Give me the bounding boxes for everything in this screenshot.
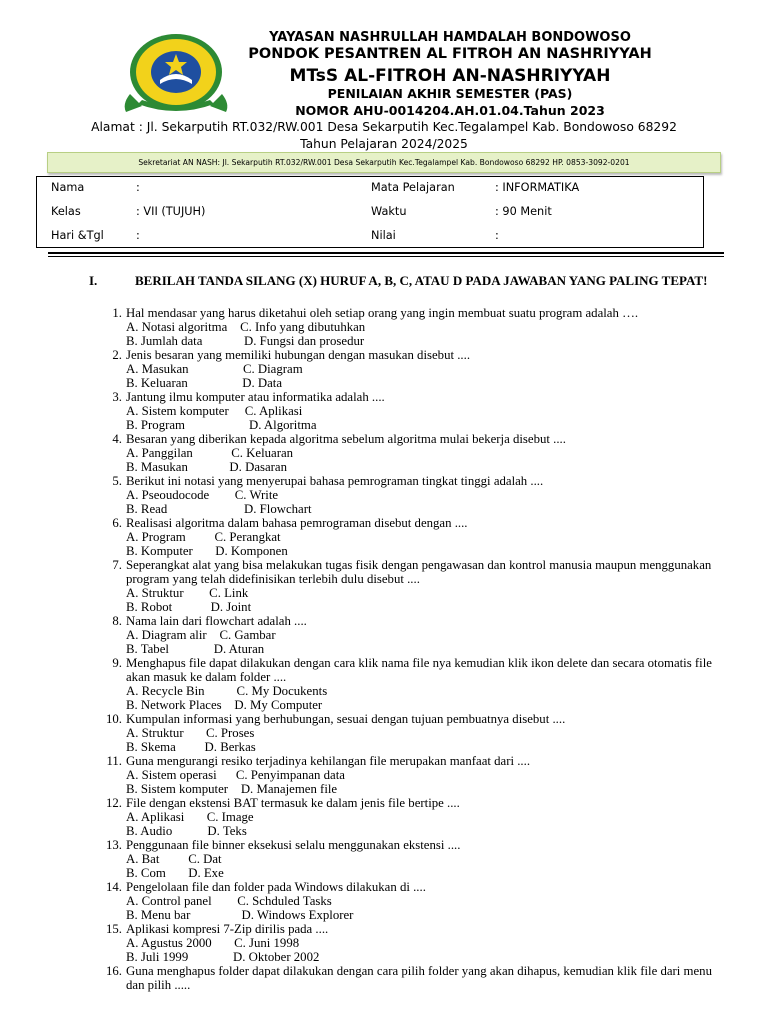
answer-options-row-1[interactable]: A. Agustus 2000 C. Juni 1998 bbox=[126, 936, 300, 950]
question-number: 5. bbox=[112, 474, 122, 488]
answer-options-row-1[interactable]: A. Notasi algoritma C. Info yang dibutuhkan bbox=[126, 320, 366, 334]
answer-options-row-2[interactable]: B. Program D. Algoritma bbox=[126, 418, 317, 432]
score-label: Nilai bbox=[371, 229, 396, 242]
answer-options-row-2[interactable]: B. Sistem komputer D. Manajemen file bbox=[126, 782, 338, 796]
question-item bbox=[0, 614, 768, 656]
question-number: 12. bbox=[106, 796, 122, 810]
question-item bbox=[0, 390, 768, 432]
answer-options-row-2[interactable]: B. Com D. Exe bbox=[126, 866, 224, 880]
answer-options-row-1[interactable]: A. Diagram alir C. Gambar bbox=[126, 628, 276, 642]
answer-options-row-1[interactable]: A. Panggilan C. Keluaran bbox=[126, 446, 294, 460]
time-value: : 90 Menit bbox=[495, 205, 552, 218]
question-number: 9. bbox=[112, 656, 122, 670]
question-text: Besaran yang diberikan kepada algoritma sebelum algoritma mulai bekerja disebut .... bbox=[126, 432, 566, 446]
answer-options-row-1[interactable]: A. Sistem operasi C. Penyimpanan data bbox=[126, 768, 345, 782]
question-text: Kumpulan informasi yang berhubungan, sesuai dengan tujuan pembuatnya disebut .... bbox=[126, 712, 566, 726]
exam-title: PENILAIAN AKHIR SEMESTER (PAS) bbox=[327, 86, 573, 101]
question-text: Aplikasi kompresi 7-Zip dirilis pada .... bbox=[126, 922, 329, 936]
question-item bbox=[0, 754, 768, 796]
question-number: 1. bbox=[112, 306, 122, 320]
subject-label: Mata Pelajaran bbox=[371, 181, 455, 194]
question-number: 4. bbox=[112, 432, 122, 446]
question-number: 6. bbox=[112, 516, 122, 530]
answer-options-row-2[interactable]: B. Audio D. Teks bbox=[126, 824, 247, 838]
question-text: Seperangkat alat yang bisa melakukan tugas fisik dengan pengawasan dan kontrol manusia maupun menggunakan program yang telah didefinisikan terlebih dulu disebut .... bbox=[126, 558, 712, 586]
header-divider-thin bbox=[48, 256, 724, 257]
subject-value: : INFORMATIKA bbox=[495, 181, 580, 194]
question-list bbox=[0, 306, 768, 992]
answer-options-row-2[interactable]: B. Menu bar D. Windows Explorer bbox=[126, 908, 354, 922]
question-number: 3. bbox=[112, 390, 122, 404]
secretariat-bar: Sekretariat AN NASH: Jl. Sekarputih RT.032/RW.001 Desa Sekarputih Kec.Tegalampel Kab. Bondowoso 68292 HP. 0853-3092-0201 bbox=[47, 152, 721, 173]
answer-options-row-2[interactable]: B. Read D. Flowchart bbox=[126, 502, 312, 516]
answer-options-row-1[interactable]: A. Recycle Bin C. My Docukents bbox=[126, 684, 328, 698]
question-item bbox=[0, 656, 768, 712]
answer-options-row-2[interactable]: B. Masukan D. Dasaran bbox=[126, 460, 287, 474]
question-number: 8. bbox=[112, 614, 122, 628]
answer-options-row-2[interactable]: B. Komputer D. Komponen bbox=[126, 544, 288, 558]
school-name: MTsS AL-FITROH AN-NASHRIYYAH bbox=[289, 66, 611, 86]
question-text: Nama lain dari flowchart adalah .... bbox=[126, 614, 307, 628]
question-number: 10. bbox=[106, 712, 122, 726]
answer-options-row-1[interactable]: A. Masukan C. Diagram bbox=[126, 362, 303, 376]
question-number: 16. bbox=[106, 964, 122, 978]
time-label: Waktu bbox=[371, 205, 407, 218]
student-identity-box bbox=[36, 176, 704, 248]
class-label: Kelas bbox=[51, 205, 81, 218]
section-instruction: BERILAH TANDA SILANG (X) HURUF A, B, C, ATAU D PADA JAWABAN YANG PALING TEPAT! bbox=[135, 273, 708, 288]
question-text: Jenis besaran yang memiliki hubungan dengan masukan disebut .... bbox=[126, 348, 471, 362]
header-divider-thick bbox=[48, 252, 724, 254]
answer-options-row-2[interactable]: B. Juli 1999 D. Oktober 2002 bbox=[126, 950, 320, 964]
question-item bbox=[0, 474, 768, 516]
answer-options-row-1[interactable]: A. Struktur C. Proses bbox=[126, 726, 255, 740]
answer-options-row-2[interactable]: B. Network Places D. My Computer bbox=[126, 698, 323, 712]
question-item bbox=[0, 796, 768, 838]
answer-options-row-1[interactable]: A. Control panel C. Schduled Tasks bbox=[126, 894, 332, 908]
answer-options-row-1[interactable]: A. Aplikasi C. Image bbox=[126, 810, 254, 824]
question-number: 11. bbox=[106, 754, 122, 768]
question-item bbox=[0, 880, 768, 922]
question-item bbox=[0, 516, 768, 558]
academic-year: Tahun Pelajaran 2024/2025 bbox=[300, 137, 468, 151]
registration-number: NOMOR AHU-0014204.AH.01.04.Tahun 2023 bbox=[295, 103, 605, 118]
pesantren-name: PONDOK PESANTREN AL FITROH AN NASHRIYYAH bbox=[248, 46, 652, 62]
question-item bbox=[0, 306, 768, 348]
question-text: File dengan ekstensi BAT termasuk ke dalam jenis file bertipe .... bbox=[126, 796, 460, 810]
question-item bbox=[0, 432, 768, 474]
question-item bbox=[0, 712, 768, 754]
question-number: 14. bbox=[106, 880, 122, 894]
name-label: Nama bbox=[51, 181, 85, 194]
question-item bbox=[0, 558, 768, 614]
question-item bbox=[0, 922, 768, 964]
answer-options-row-1[interactable]: A. Bat C. Dat bbox=[126, 852, 222, 866]
answer-options-row-2[interactable]: B. Tabel D. Aturan bbox=[126, 642, 265, 656]
answer-options-row-2[interactable]: B. Keluaran D. Data bbox=[126, 376, 283, 390]
name-value[interactable]: : bbox=[136, 181, 140, 194]
question-item bbox=[0, 838, 768, 880]
question-number: 15. bbox=[106, 922, 122, 936]
question-text: Hal mendasar yang harus diketahui oleh setiap orang yang ingin membuat suatu program adalah …. bbox=[126, 306, 639, 320]
answer-options-row-2[interactable]: B. Jumlah data D. Fungsi dan prosedur bbox=[126, 334, 365, 348]
answer-options-row-1[interactable]: A. Struktur C. Link bbox=[126, 586, 249, 600]
score-value[interactable]: : bbox=[495, 229, 499, 242]
answer-options-row-2[interactable]: B. Skema D. Berkas bbox=[126, 740, 256, 754]
question-number: 13. bbox=[106, 838, 122, 852]
question-text: Pengelolaan file dan folder pada Windows dilakukan di .... bbox=[126, 880, 426, 894]
question-text: Jantung ilmu komputer atau informatika adalah .... bbox=[126, 390, 385, 404]
question-item bbox=[0, 348, 768, 390]
section-number: I. bbox=[89, 273, 98, 288]
answer-options-row-1[interactable]: A. Pseoudocode C. Write bbox=[126, 488, 279, 502]
foundation-name: YAYASAN NASHRULLAH HAMDALAH BONDOWOSO bbox=[269, 30, 631, 45]
answer-options-row-2[interactable]: B. Robot D. Joint bbox=[126, 600, 252, 614]
question-text: Realisasi algoritma dalam bahasa pemrograman disebut dengan .... bbox=[126, 516, 468, 530]
question-number: 7. bbox=[112, 558, 122, 572]
question-text: Guna mengurangi resiko terjadinya kehilangan file merupakan manfaat dari .... bbox=[126, 754, 531, 768]
answer-options-row-1[interactable]: A. Program C. Perangkat bbox=[126, 530, 281, 544]
question-number: 2. bbox=[112, 348, 122, 362]
question-text: Berikut ini notasi yang menyerupai bahasa pemrograman tingkat tinggi adalah .... bbox=[126, 474, 544, 488]
date-value[interactable]: : bbox=[136, 229, 140, 242]
question-text: Penggunaan file binner eksekusi selalu menggunakan ekstensi .... bbox=[126, 838, 461, 852]
answer-options-row-1[interactable]: A. Sistem komputer C. Aplikasi bbox=[126, 404, 303, 418]
school-logo bbox=[120, 32, 232, 114]
question-item bbox=[0, 964, 768, 992]
question-text: Menghapus file dapat dilakukan dengan cara klik nama file nya kemudian klik ikon delete dan secara otomatis file akan masuk ke dalam folder .... bbox=[126, 656, 712, 684]
school-address: Alamat : Jl. Sekarputih RT.032/RW.001 Desa Sekarputih Kec.Tegalampel Kab. Bondowoso 68292 bbox=[91, 120, 677, 134]
class-value: : VII (TUJUH) bbox=[136, 205, 206, 218]
question-text: Guna menghapus folder dapat dilakukan dengan cara pilih folder yang akan dihapus, kemudian klik file dari menu dan pilih ..... bbox=[126, 964, 712, 992]
date-label: Hari &Tgl bbox=[51, 229, 104, 242]
